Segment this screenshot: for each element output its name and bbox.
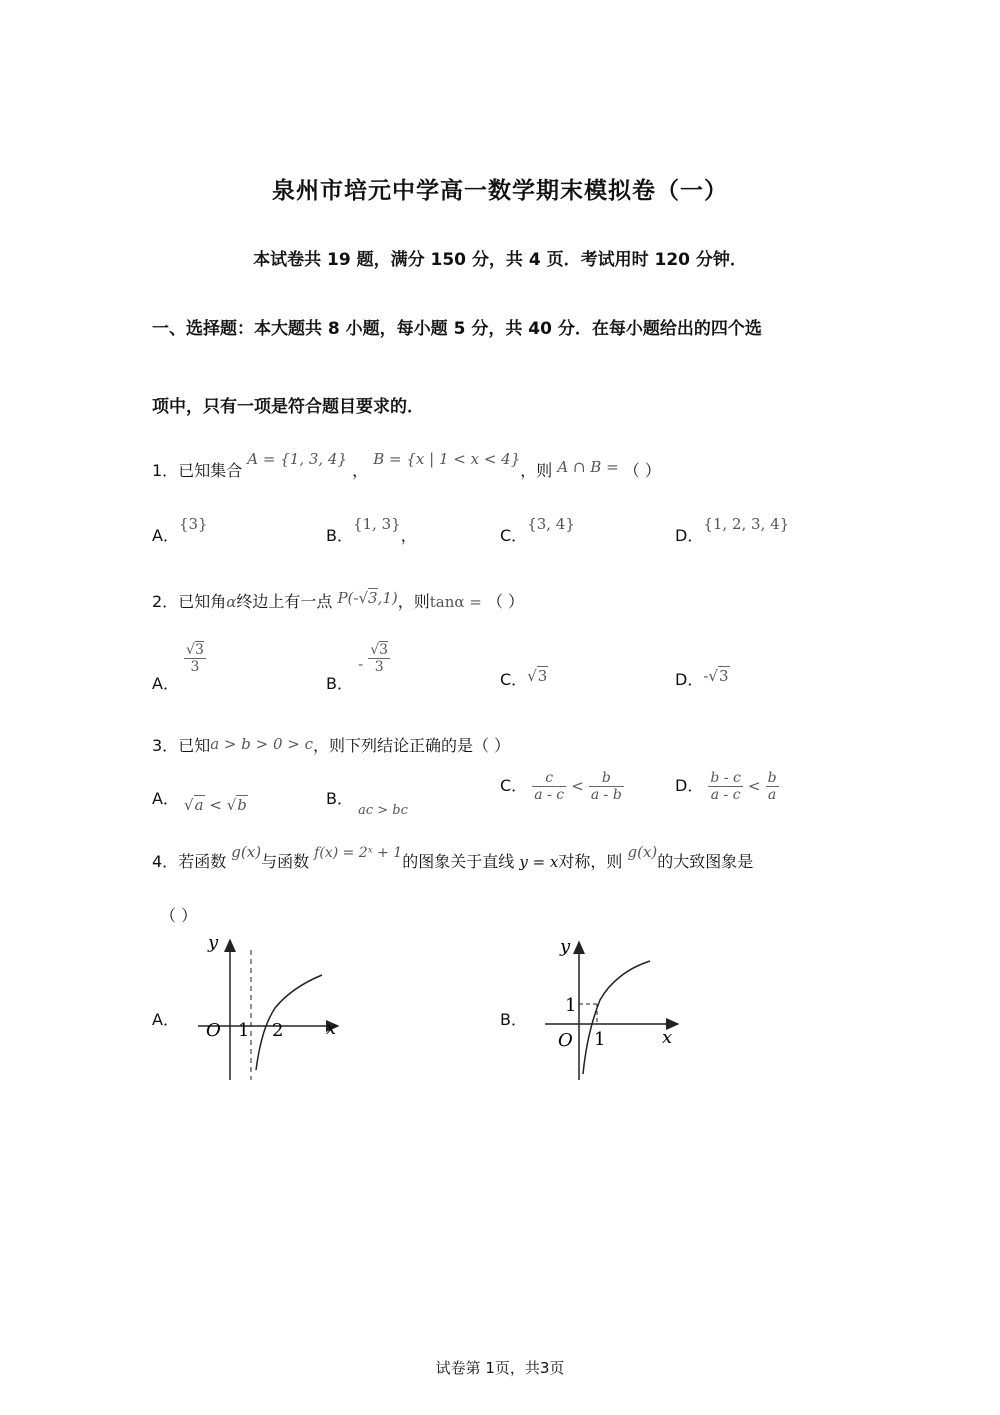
option-label: A．	[152, 674, 179, 693]
q2-option-c[interactable]	[500, 667, 548, 690]
q3-option-d[interactable]	[675, 770, 779, 803]
question-text: 的大致图象是	[657, 852, 754, 871]
tick-label-1: 1	[238, 1020, 250, 1041]
operator: <	[571, 777, 584, 795]
option-sign: -	[358, 655, 364, 673]
option-label: A．	[152, 526, 179, 545]
option-fraction	[766, 770, 779, 803]
question-number: 4．	[152, 852, 179, 871]
answer-paren: （ ）	[623, 461, 661, 480]
tick-label-y1: 1	[565, 995, 577, 1016]
q1-option-b[interactable]	[326, 515, 417, 546]
fraction-denominator: a - c	[534, 787, 565, 803]
q1-option-a[interactable]	[152, 515, 208, 546]
fraction-numerator: b - c	[710, 770, 741, 786]
set-b-expression: B = {x | 1 < x < 4}	[373, 450, 521, 468]
origin-label: O	[558, 1030, 573, 1051]
y-label: y	[208, 932, 219, 953]
question-text: 已知	[178, 736, 211, 755]
option-fraction	[532, 770, 566, 803]
f-function: f(x) = 2ˣ + 1	[314, 845, 403, 861]
option-label: B．	[326, 789, 353, 808]
option-label: B．	[326, 526, 353, 545]
option-root: √3	[527, 667, 548, 685]
fraction-denominator: a	[767, 787, 777, 803]
point-suffix: ,1)	[377, 589, 398, 607]
option-sign: -	[703, 667, 709, 685]
question-text: ，则下列结论正确的是（ ）	[313, 736, 511, 755]
alpha-symbol: α	[226, 593, 237, 611]
exam-info: 本试卷共 19 题，满分 150 分，共 4 页．考试用时 120 分钟．	[253, 250, 747, 270]
q3-option-c[interactable]	[500, 770, 624, 803]
tick-label-x1: 1	[594, 1029, 606, 1050]
root-radicand: 3	[718, 667, 729, 685]
separator: ，则	[520, 461, 553, 480]
fraction-numerator: c	[532, 770, 566, 787]
question-1	[152, 450, 661, 481]
question-number: 3．	[152, 736, 179, 755]
y-label: y	[560, 936, 571, 957]
option-label: A．	[152, 789, 179, 808]
operator: <	[747, 777, 761, 795]
answer-paren: （ ）	[160, 906, 198, 925]
intersection-expression: A ∩ B =	[557, 458, 619, 476]
q4-option-a-label[interactable]: A．	[152, 1010, 179, 1029]
question-text: 已知集合	[178, 461, 243, 480]
option-suffix: ，	[400, 526, 417, 545]
operator: <	[209, 796, 222, 814]
q2-option-b[interactable]	[326, 642, 390, 693]
question-text: 与函数	[261, 852, 310, 871]
question-text: 对称，则	[558, 852, 623, 871]
question-text: 若函数	[178, 852, 227, 871]
option-expression: √a < √b	[184, 796, 247, 814]
option-fraction	[589, 770, 624, 803]
origin-label: O	[206, 1020, 221, 1041]
set-a-expression: A = {1, 3, 4}	[247, 450, 348, 468]
q3-option-a[interactable]	[152, 786, 248, 814]
line-expression: y = x	[519, 853, 559, 871]
option-root: √3	[708, 667, 729, 685]
tan-expression: tanα =	[429, 593, 482, 611]
fraction-numerator: 3	[379, 642, 389, 658]
page-title: 泉州市培元中学高一数学期末模拟卷（一）	[272, 178, 728, 204]
answer-paren: （ ）	[486, 592, 525, 611]
condition-expression: a > b > 0 > c	[210, 735, 314, 753]
x-label: x	[326, 1018, 337, 1039]
question-text: 已知角	[178, 592, 227, 611]
root-radicand: a	[194, 796, 204, 814]
question-3	[152, 733, 510, 756]
curve	[256, 975, 322, 1070]
q2-option-a[interactable]	[152, 642, 206, 693]
option-value: {3}	[178, 515, 208, 533]
root-radicand: 3	[537, 667, 548, 685]
x-label: x	[662, 1027, 673, 1048]
option-label: C．	[500, 776, 528, 795]
point-expression: P(-√3,1)	[337, 589, 398, 607]
root-radicand: b	[237, 796, 247, 814]
q2-option-d[interactable]	[675, 667, 730, 690]
option-value: {1, 2, 3, 4}	[703, 515, 790, 533]
point-radicand: 3	[368, 589, 378, 607]
tick-label-2: 2	[272, 1020, 284, 1041]
option-label: D．	[675, 526, 704, 545]
section-heading-line2: 项中，只有一项是符合题目要求的．	[152, 397, 424, 417]
question-4	[152, 843, 754, 872]
fraction-denominator: 3	[190, 659, 200, 675]
page-footer: 试卷第 1页，共3页	[435, 1359, 565, 1377]
option-expression: ac > bc	[358, 803, 408, 818]
q3-option-b[interactable]	[326, 786, 408, 818]
g-function: g(x)	[627, 843, 658, 861]
fraction-numerator: 3	[194, 642, 204, 658]
question-text: ，则	[397, 592, 430, 611]
option-label: D．	[675, 670, 704, 689]
fraction-denominator: a - b	[590, 787, 622, 803]
option-label: D．	[675, 776, 704, 795]
fraction-numerator: b	[589, 770, 624, 787]
fraction-denominator: 3	[374, 659, 384, 675]
question-text: 的图象关于直线	[402, 852, 515, 871]
option-value: {1, 3}	[352, 515, 401, 533]
q1-option-d[interactable]	[675, 515, 790, 546]
question-number: 1．	[152, 461, 179, 480]
option-value: {3, 4}	[527, 515, 575, 533]
curve	[583, 961, 650, 1074]
q4-option-a-graph[interactable]	[190, 930, 350, 1085]
question-number: 2．	[152, 592, 179, 611]
option-label: C．	[500, 526, 528, 545]
point-prefix: P(-	[337, 589, 359, 607]
option-label: B．	[326, 674, 353, 693]
g-function: g(x)	[231, 843, 262, 861]
question-text: 终边上有一点	[236, 592, 333, 611]
option-fraction	[708, 770, 742, 803]
q1-option-c[interactable]	[500, 515, 575, 546]
separator: ，	[352, 461, 369, 480]
fraction-denominator: a - c	[710, 787, 741, 803]
question-2	[152, 589, 524, 612]
option-fraction: $\frac{√3}{3}$	[186, 642, 204, 675]
option-label: C．	[500, 670, 528, 689]
q4-option-b-label[interactable]: B．	[500, 1010, 527, 1029]
fraction-numerator: b	[767, 770, 777, 786]
q4-option-b-graph[interactable]	[540, 934, 690, 1084]
section-heading-line1: 一、选择题：本大题共 8 小题，每小题 5 分，共 40 分．在每小题给出的四个选	[152, 319, 762, 339]
option-fraction: $\frac{√3}{3}$	[370, 642, 389, 675]
